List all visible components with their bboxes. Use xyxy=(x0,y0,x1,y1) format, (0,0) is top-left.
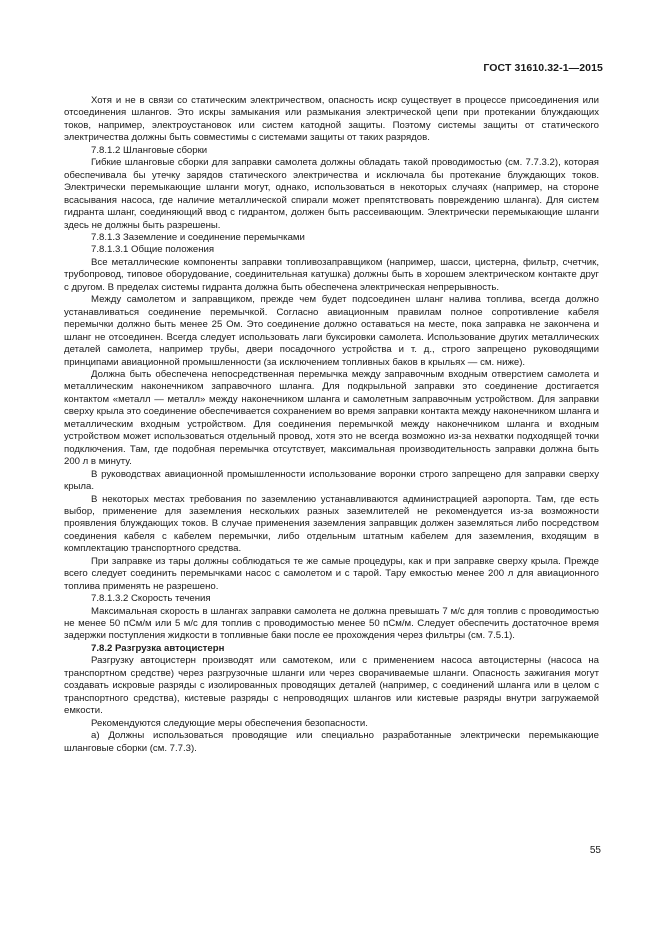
section-heading-bold: 7.8.2 Разгрузка автоцистерн xyxy=(91,642,225,654)
section-heading: 7.8.1.3.1 Общие положения xyxy=(91,244,215,256)
page-number: 55 xyxy=(589,845,601,856)
paragraph: Рекомендуются следующие меры обеспечения безопасности. xyxy=(91,717,368,729)
section-heading: 7.8.1.2 Шланговые сборки xyxy=(91,144,208,156)
paragraph: Между самолетом и заправщиком, прежде чем будет подсоединен шланг налива топлива, всегда должно устанавливаться соединение перемычкой. Согласно авиационным правилам полное сопротивление кабеля перемычки должно быть менее 25 Ом. Это соединение должно оставаться на месте, пока заправка не закончена и шланг не отсоединен. Всегда следует использовать лаги буксировки самолета. Использование других металлических деталей самолета, например трубы, двери посадочного устройства и т. д., строго запрещено руководящими принципами авиационной промышленности (за исключением топливных баков в крыльях — см. ниже). xyxy=(64,294,599,368)
document-body xyxy=(64,95,599,755)
section-heading: 7.8.1.3 Заземление и соединение перемычками xyxy=(91,231,305,243)
paragraph: Разгрузку автоцистерн производят или самотеком, или с применением насоса автоцистерны (насоса на транспортном средстве) через разгрузочные шланги или через сворачиваемые шланги. Опасность зажигания могут создавать искровые разряды с изолированных проводящих деталей (например, с соединений шланга или в целом с транспортного средства), кистевые разряды с непроводящих шлангов или кистевые разряды внутри загружаемой емкости. xyxy=(64,655,599,717)
paragraph: Максимальная скорость в шлангах заправки самолета не должна превышать 7 м/с для топлив с проводимостью не менее 50 пСм/м или 5 м/с для топлив с проводимостью менее 50 пСм/м. Следует обеспечить достаточное время задержки поступления жидкости в топливные баки после ее прохождения через фильтры (см. 7.5.1). xyxy=(64,605,599,642)
paragraph: При заправке из тары должны соблюдаться те же самые процедуры, как и при заправке сверху крыла. Прежде всего следует соединить перемычками насос с самолетом и с тарой. Тару емкостью менее 200 л для авиационного топлива применять не разрешено. xyxy=(64,555,599,592)
paragraph: а) Должны использоваться проводящие или специально разработанные электрически перемыкающие шланговые сборки (см. 7.7.3). xyxy=(64,730,599,754)
paragraph: Гибкие шланговые сборки для заправки самолета должны обладать такой проводимостью (см. 7.7.3.2), которая обеспечивала бы утечку зарядов статического электричества и исключала бы протекание блуждающих токов. Электрически перемыкающие шланги могут, однако, использоваться в некоторых случаях (например, на стороне всасывания насоса, где наличие металлической спирали может препятствовать повреждению шланга). Для систем гидранта шланг, соединяющий ввод с гидрантом, должен быть рассеивающим. Электрически перемыкающие шланги здесь не должны быть разрешены. xyxy=(64,157,599,231)
section-heading: 7.8.1.3.2 Скорость течения xyxy=(91,593,211,605)
paragraph: Хотя и не в связи со статическим электричеством, опасность искр существует в процессе присоединения или отсоединения шлангов. Это искры замыкания или размыкания электрической цепи при протекании блуждающих токов, например, электроустановок или систем катодной защиты. Поэтому системы защиты от статического электричества должны быть совместимы с системами защиты от таких разрядов. xyxy=(64,95,599,144)
paragraph: В некоторых местах требования по заземлению устанавливаются администрацией аэропорта. Там, где есть выбор, применение для заземления нескольких разных заземлителей не рекомендуется из-за возможности проявления блуждающих токов. В случае применения заземления заправщик должен заземляться либо посредством соединения кабеля с кабелем перемычки, либо отдельным штатным кабелем для заземления, входящим в комплектацию транспортного средства. xyxy=(64,493,599,555)
paragraph: Все металлические компоненты заправки топливозаправщиком (например, шасси, цистерна, фильтр, счетчик, трубопровод, типовое оборудование, соединительная катушка) должны быть в хорошем электрическом контакте друг с другом. В пределах системы гидранта должна быть обеспечена электрическая непрерывность. xyxy=(64,256,599,293)
document-id-header: ГОСТ 31610.32-1—2015 xyxy=(483,62,603,74)
paragraph: В руководствах авиационной промышленности использование воронки строго запрещено для заправки сверху крыла. xyxy=(64,468,599,493)
paragraph: Должна быть обеспечена непосредственная перемычка между заправочным входным отверстием самолета и металлическим наконечником заправочного шланга. Для подкрыльной заправки это соединение достигается контактом «металл — металл» между наконечником шланга и самолетным заправочным устройством. Для заправки сверху крыла это соединение обеспечивается сохранением во время заправки контакта между наконечником шланга и металлическим входным устройством. Для соединения перемычкой между наконечником шланга и входным устройством может использоваться отдельный провод, хотя это не всегда возможно из-за нехватки подходящей точки подключения. Там, где подобная перемычка отсутствует, максимальная производительность заправки должна быть 200 л в минуту. xyxy=(64,368,599,468)
